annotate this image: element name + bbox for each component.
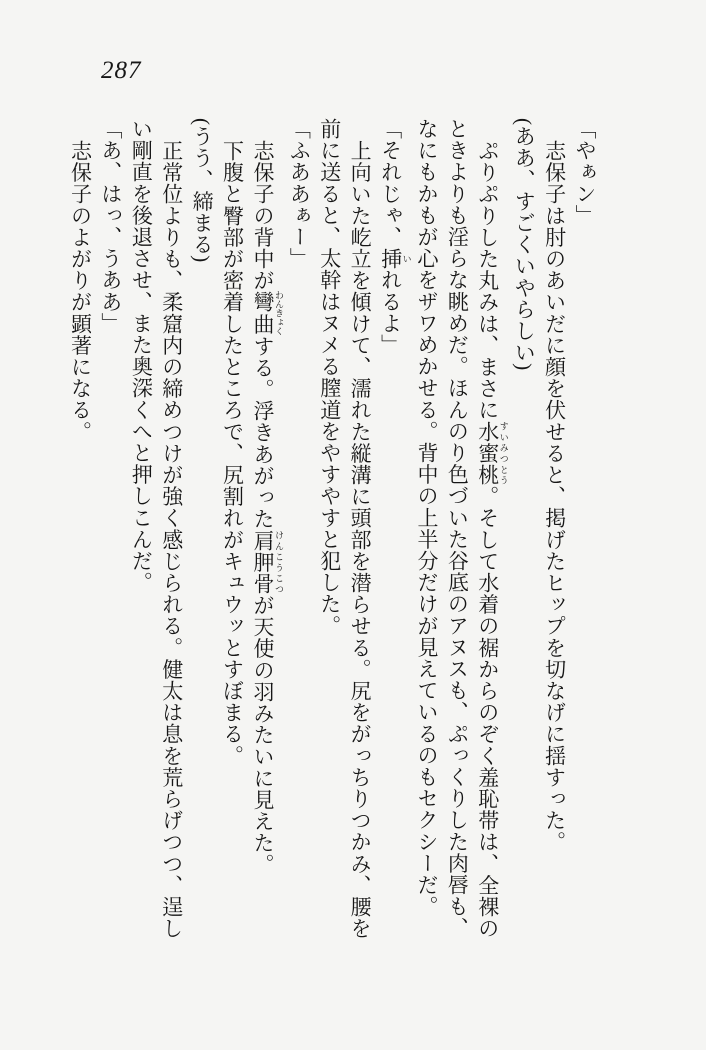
- text-line: (うう、締まる): [190, 118, 215, 263]
- text-line: 「あ、はっ、うああ」: [98, 118, 123, 334]
- text-line: 志保子のよがりが顕著になる。: [68, 140, 93, 443]
- vertical-text-block: [68, 118, 600, 946]
- text-line: (ああ、すごくいやらしい): [512, 118, 537, 371]
- text-line: 志保子の背中が彎曲 わんきょくする。浮きあがった肩胛骨 けんこうこつが天使の羽みたいに見えた。: [250, 140, 284, 876]
- text-line: ときよりも淫らな眺めだ。ほんのり色づいた谷底のアヌスも、ぷっくりした肉唇も、: [445, 118, 470, 939]
- text-line: 正常位よりも、柔窟内の締めつけが強く感じられる。健太は息を荒らげつつ、逞し: [159, 140, 184, 940]
- text-line: なにもかもが心をザワめかせる。背中の上半分だけが見えているのもセクシーだ。: [414, 118, 439, 918]
- ruby-annotated-text: 彎曲 わんきょく: [250, 290, 284, 336]
- text-line: 「ふああぁー」: [287, 118, 312, 270]
- text-line: 「やぁン」: [573, 118, 597, 226]
- text-line: 下腹と臀部が密着したところで、尻割れがキュウッとすぼまる。: [220, 140, 245, 767]
- ruby-annotated-text: 挿 い: [378, 247, 412, 270]
- text-line: ぷりぷりした丸みは、まさに水蜜桃 すいみつとう。そして水着の裾からのぞく羞恥帯は、全裸の: [475, 140, 509, 940]
- text-line: い剛直を後退させ、また奥深くへと押しこんだ。: [129, 118, 154, 594]
- text-line: 「それじゃ、挿 いれるよ」: [378, 118, 412, 356]
- ruby-annotated-text: 肩胛骨 けんこうこつ: [250, 529, 284, 595]
- text-line: 志保子は肘のあいだに顔を伏せると、掲げたヒップを切なげに揺すった。: [542, 140, 567, 853]
- page-number: 287: [101, 57, 142, 84]
- ruby-annotated-text: 水蜜桃 すいみつとう: [475, 420, 509, 486]
- text-line: 上向いた屹立を傾けて、濡れた縦溝に頭部を潜らせる。尻をがっちりつかみ、腰を: [348, 140, 373, 940]
- text-line: 前に送ると、太幹はヌメる膣道をやすやすと犯した。: [317, 118, 342, 637]
